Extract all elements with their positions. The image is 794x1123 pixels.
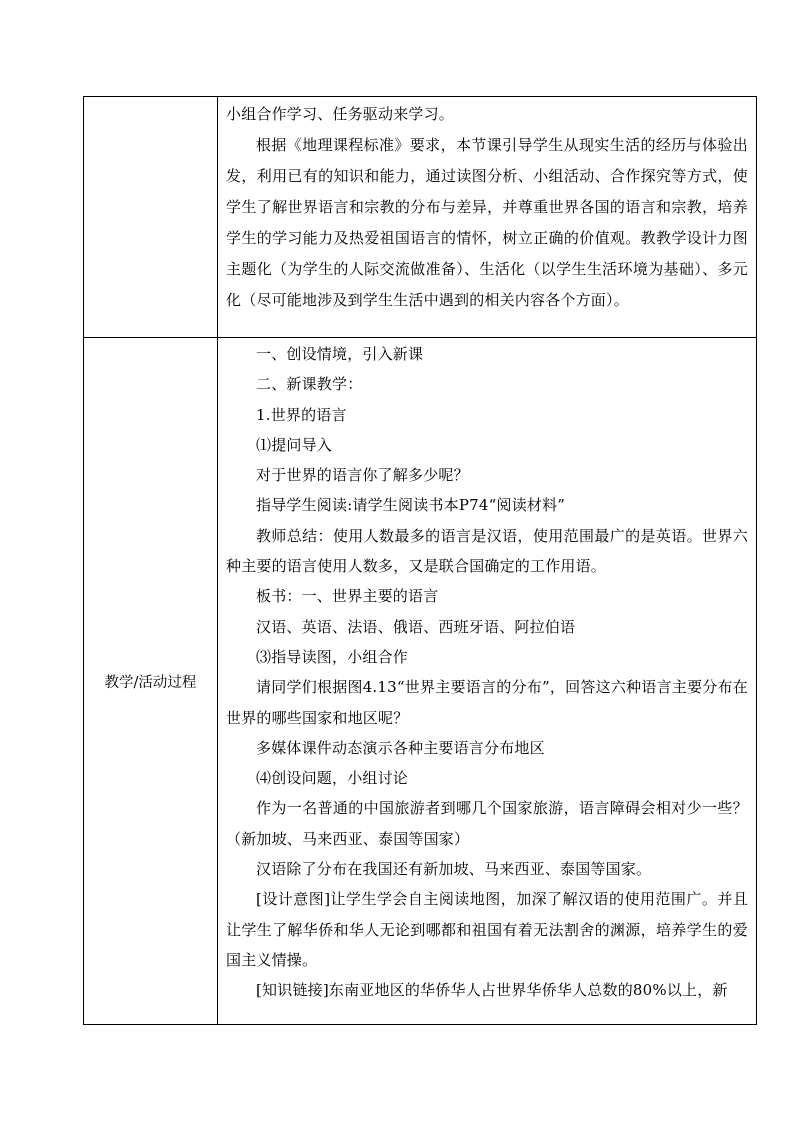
row-label-cell bbox=[84, 97, 218, 338]
paragraph: 汉语除了分布在我国还有新加坡、马来西亚、泰国等国家。 bbox=[256, 860, 652, 879]
paragraph: 教师总结：使用人数最多的语言是汉语，使用范围最广的是英语。世界六种主要的语言使用人数多，又是联合国确定的工作用语。 bbox=[226, 526, 748, 576]
paragraph: ⑶指导读图，小组合作 bbox=[256, 647, 409, 666]
table-row-process bbox=[84, 338, 757, 1025]
paragraph: 一、创设情境，引入新课 bbox=[256, 345, 424, 363]
row-label-teaching-process: 教学/活动过程 bbox=[104, 674, 197, 691]
paragraph: [知识链接]东南亚地区的华侨华人占世界华侨华人总数的80%以上，新 bbox=[256, 981, 728, 1000]
paragraph: 1.世界的语言 bbox=[256, 405, 347, 424]
paragraph: 请同学们根据图4.13“世界主要语言的分布”，回答这六种语言主要分布在世界的哪些国家和地区呢？ bbox=[226, 678, 748, 727]
paragraph: 二、新课教学： bbox=[256, 375, 363, 394]
paragraph: 板书：一、世界主要的语言 bbox=[256, 587, 439, 606]
content-cell bbox=[218, 338, 757, 1025]
row-label-cell bbox=[84, 338, 218, 1025]
paragraph: 汉语、英语、法语、俄语、西班牙语、阿拉伯语 bbox=[256, 617, 576, 636]
lesson-plan-table bbox=[83, 96, 757, 1025]
paragraph: ⑴提问导入 bbox=[256, 435, 333, 454]
paragraph: 小组合作学习、任务驱动来学习。 bbox=[226, 105, 455, 123]
paragraph: 作为一名普通的中国旅游者到哪几个国家旅游，语言障碍会相对少一些？（新加坡、马来西亚、泰国等国家） bbox=[226, 799, 748, 848]
paragraph: 多媒体课件动态演示各种主要语言分布地区 bbox=[256, 738, 545, 757]
content-cell bbox=[218, 97, 757, 338]
table-row-objectives bbox=[84, 97, 757, 338]
paragraph: ⑷创设问题，小组讨论 bbox=[256, 769, 409, 788]
paragraph: 根据《地理课程标准》要求，本节课引导学生从现实生活的经历与体验出发，利用已有的知识和能力，通过读图分析、小组活动、合作探究等方式，使学生了解世界语言和宗教的分布与差异，并尊重世界各国的语言和宗教，培养学生的学习能力及热爱祖国语言的情怀，树立正确的价值观。教教学设计力图主题化（为学生的人际交流做准备）、生活化（以学生生活环境为基础）、多元化（尽可能地涉及到学生生活中遇到的相关内容各个方面）。 bbox=[226, 136, 748, 309]
paragraph: 指导学生阅读:请学生阅读书本P74“阅读材料” bbox=[256, 496, 566, 515]
paragraph: 对于世界的语言你了解多少呢？ bbox=[256, 466, 469, 485]
paragraph: [设计意图]让学生学会自主阅读地图，加深了解汉语的使用范围广。并且让学生了解华侨和华人无论到哪都和祖国有着无法割舍的渊源，培养学生的爱国主义情操。 bbox=[226, 890, 748, 969]
